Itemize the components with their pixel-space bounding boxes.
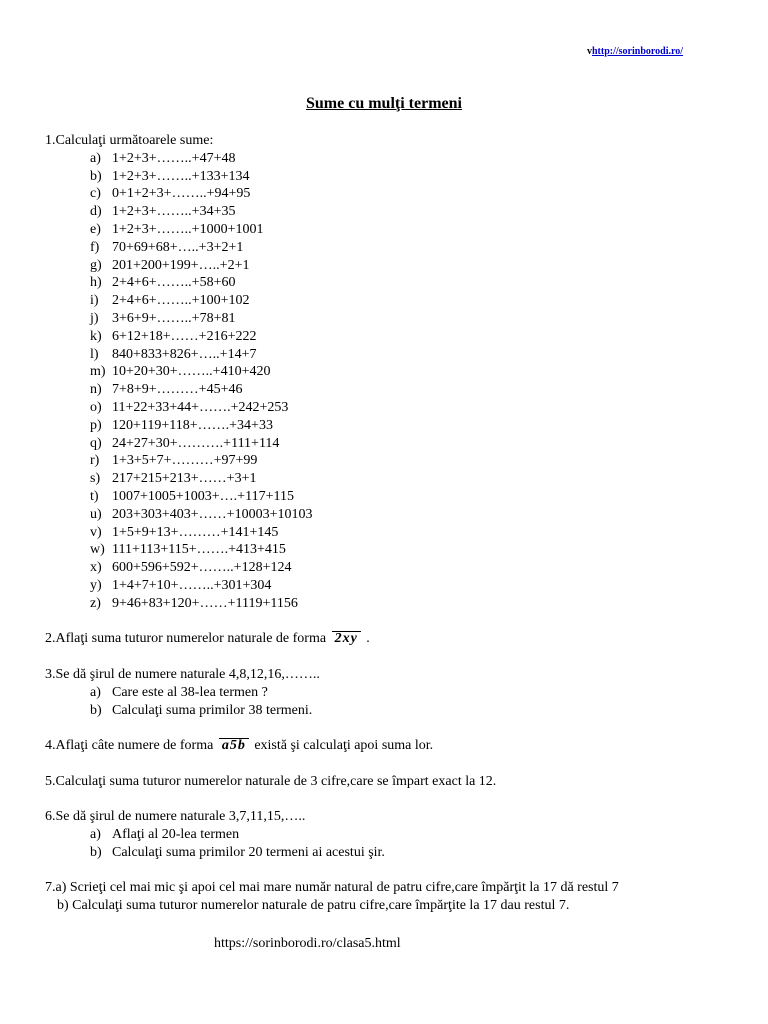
list-item-label: l) (90, 346, 99, 362)
list-item-label: h) (90, 275, 102, 291)
list-item-text: 1+3+5+7+………+97+99 (112, 453, 258, 469)
list-item-text: 7+8+9+………+45+46 (112, 382, 243, 398)
list-item (45, 595, 735, 613)
list-item (45, 417, 735, 435)
list-item (45, 470, 735, 488)
list-item-label: a) (90, 150, 101, 166)
list-item-text: 9+46+83+120+……+1119+1156 (112, 595, 298, 611)
list-item (45, 452, 735, 470)
list-item-label: q) (90, 435, 102, 451)
list-item-label: x) (90, 560, 102, 576)
list-item-text: 1+4+7+10+……..+301+304 (112, 577, 272, 593)
exercise-4: 4.Aflaţi câte numere de forma a5b există şi calculaţi apoi suma lor. (45, 738, 434, 754)
list-item-text: 1+2+3+……..+47+48 (112, 150, 236, 166)
list-item-text: 2+4+6+……..+100+102 (112, 293, 250, 309)
page-title: Sume cu mulţi termeni (306, 95, 462, 112)
list-item (45, 702, 735, 720)
list-item-label: o) (90, 399, 102, 415)
list-item-text: 1+5+9+13+………+141+145 (112, 524, 279, 540)
list-item (45, 221, 735, 239)
list-item (45, 506, 735, 524)
list-item-label: n) (90, 382, 102, 398)
list-item-label: d) (90, 204, 102, 220)
list-item-text: 6+12+18+……+216+222 (112, 328, 257, 344)
list-item-text: Care este al 38-lea termen ? (112, 684, 268, 700)
list-item-label: b) (90, 844, 102, 860)
header-prefix: v (587, 46, 592, 57)
list-item-text: 70+69+68+…..+3+2+1 (112, 239, 244, 255)
list-item (45, 577, 735, 595)
list-item-label: g) (90, 257, 102, 273)
list-item (45, 310, 735, 328)
list-item (45, 150, 735, 168)
list-item-label: j) (90, 310, 99, 326)
list-item-label: y) (90, 577, 102, 593)
list-item-text: 3+6+9+……..+78+81 (112, 310, 236, 326)
list-item-label: a) (90, 827, 101, 843)
exercise-3-items (45, 684, 735, 720)
list-item-label: v) (90, 524, 102, 540)
exercise-1-items (45, 150, 735, 613)
list-item-text: 0+1+2+3+……..+94+95 (112, 186, 251, 202)
list-item (45, 488, 735, 506)
list-item (45, 292, 735, 310)
list-item-label: i) (90, 293, 99, 309)
list-item-text: 24+27+30+……….+111+114 (112, 435, 280, 451)
footer-url: https://sorinborodi.ro/clasa5.html (214, 936, 401, 951)
number-form-2xy: 2xy (332, 631, 361, 645)
list-item (45, 257, 735, 275)
number-form-a5b: a5b (219, 738, 249, 752)
list-item (45, 559, 735, 577)
list-item-text: Aflaţi al 20-lea termen (112, 827, 240, 843)
list-item (45, 363, 735, 381)
exercise-2: 2.Aflaţi suma tuturor numerelor naturale de forma 2xy . (45, 631, 370, 647)
list-item-label: f) (90, 239, 100, 255)
list-item-text: 1+2+3+……..+34+35 (112, 204, 236, 220)
exercise-7b: b) Calculaţi suma tuturor numerelor naturale de patru cifre,care împărţite la 17 dau restul 7. (57, 898, 570, 914)
list-item (45, 826, 735, 844)
exercise-5: 5.Calculaţi suma tuturor numerelor naturale de 3 cifre,care se împart exact la 12. (45, 773, 497, 789)
website-link[interactable]: http://sorinborodi.ro/ (592, 46, 684, 57)
list-item-label: z) (90, 595, 101, 611)
list-item-label: r) (90, 453, 100, 469)
list-item (45, 239, 735, 257)
list-item (45, 684, 735, 702)
list-item-label: e) (90, 221, 101, 237)
header-link (587, 46, 683, 57)
list-item-label: b) (90, 168, 102, 184)
list-item-label: b) (90, 702, 102, 718)
list-item-label: t) (90, 488, 99, 504)
list-item-text: 10+20+30+……..+410+420 (112, 364, 271, 380)
list-item-text: Calculaţi suma primilor 38 termeni. (112, 702, 313, 718)
list-item-label: a) (90, 684, 101, 700)
list-item-label: u) (90, 506, 102, 522)
exercise-7a: 7.a) Scrieţi cel mai mic şi apoi cel mai mare număr natural de patru cifre,care împărţit la 17 dă restul 7 (45, 880, 619, 896)
list-item-text: 201+200+199+…..+2+1 (112, 257, 250, 273)
list-item-text: 1+2+3+……..+1000+1001 (112, 221, 264, 237)
list-item-text: 217+215+213+……+3+1 (112, 471, 257, 487)
list-item-label: s) (90, 471, 101, 487)
list-item-label: k) (90, 328, 102, 344)
list-item-text: 840+833+826+…..+14+7 (112, 346, 257, 362)
list-item-text: 203+303+403+……+10003+10103 (112, 506, 313, 522)
list-item (45, 346, 735, 364)
list-item-text: Calculaţi suma primilor 20 termeni ai acestui şir. (112, 844, 385, 860)
list-item (45, 524, 735, 542)
list-item (45, 381, 735, 399)
list-item (45, 203, 735, 221)
list-item (45, 399, 735, 417)
list-item (45, 168, 735, 186)
list-item (45, 541, 735, 559)
list-item (45, 185, 735, 203)
exercise-6-intro: 6.Se dă şirul de numere naturale 3,7,11,15,….. (45, 809, 306, 825)
list-item (45, 328, 735, 346)
list-item-text: 1007+1005+1003+….+117+115 (112, 488, 294, 504)
list-item-label: p) (90, 417, 102, 433)
list-item-text: 1+2+3+……..+133+134 (112, 168, 250, 184)
list-item-text: 2+4+6+……..+58+60 (112, 275, 236, 291)
list-item (45, 435, 735, 453)
list-item-label: c) (90, 186, 101, 202)
list-item (45, 844, 735, 862)
list-item-label: w) (90, 542, 105, 558)
list-item-text: 11+22+33+44+…….+242+253 (112, 399, 289, 415)
list-item-text: 600+596+592+……..+128+124 (112, 560, 292, 576)
exercise-3-intro: 3.Se dă şirul de numere naturale 4,8,12,16,…….. (45, 666, 320, 682)
exercise-6-items (45, 826, 735, 862)
exercise-list (45, 132, 735, 915)
list-item-text: 120+119+118+…….+34+33 (112, 417, 273, 433)
list-item (45, 274, 735, 292)
exercise-1-intro: 1.Calculaţi următoarele sume: (45, 133, 214, 148)
list-item-text: 111+113+115+…….+413+415 (112, 542, 286, 558)
list-item-label: m) (90, 364, 106, 380)
